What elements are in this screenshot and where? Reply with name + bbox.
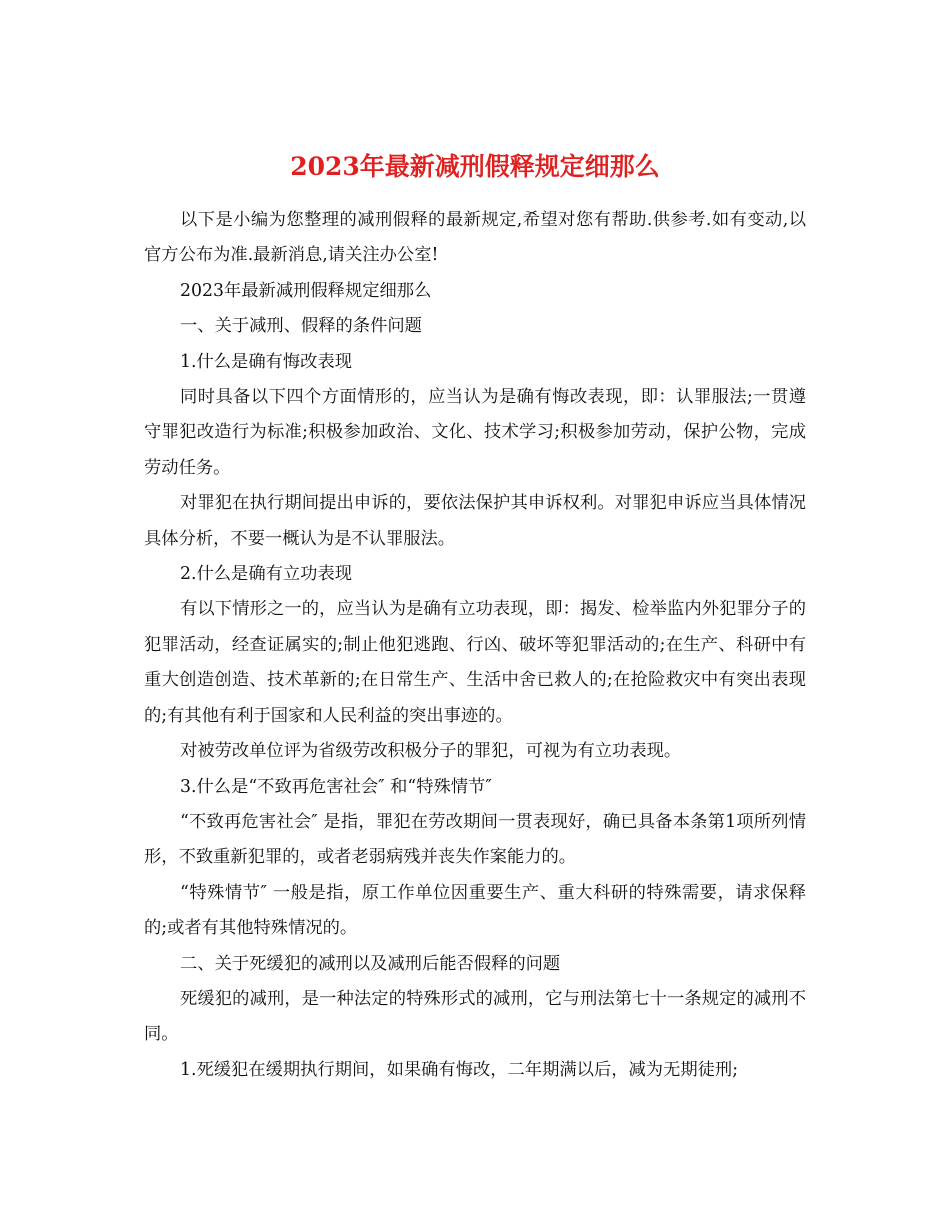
paragraph: 对罪犯在执行期间提出申诉的，要依法保护其申诉权利。对罪犯申诉应当具体情况具体分析，不要一概认为是不认罪服法。 [144, 493, 806, 549]
section-heading: 二、关于死缓犯的减刑以及减刑后能否假释的问题 [180, 953, 561, 974]
paragraph: “不致再危害社会″ 是指，罪犯在劳改期间一贯表现好，确已具备本条第1项所列情形，不致重新犯罪的，或者老弱病残并丧失作案能力的。 [144, 811, 806, 868]
subsection-heading: 1.什么是确有悔改表现 [180, 351, 353, 372]
paragraph: 2023年最新减刑假释规定细那么 [180, 280, 432, 301]
paragraph: 同时具备以下四个方面情形的，应当认为是确有悔改表现，即：认罪服法;一贯遵守罪犯改造行为标准;积极参加政治、文化、技术学习;积极参加劳动，保护公物，完成劳动任务。 [144, 387, 806, 478]
section-heading: 一、关于减刑、假释的条件问题 [180, 316, 422, 337]
document-body [144, 203, 806, 1088]
paragraph: 1.死缓犯在缓期执行期间，如果确有悔改，二年期满以后，减为无期徒刑; [180, 1059, 739, 1080]
paragraph: “特殊情节″ 一般是指，原工作单位因重要生产、重大科研的特殊需要，请求保释的;或者有其他特殊情况的。 [144, 882, 806, 939]
paragraph: 死缓犯的减刑，是一种法定的特殊形式的减刑，它与刑法第七十一条规定的减刑不同。 [144, 988, 806, 1045]
document-title: 2023年最新减刑假释规定细那么 [290, 151, 660, 181]
paragraph: 对被劳改单位评为省级劳改积极分子的罪犯，可视为有立功表现。 [180, 741, 682, 762]
paragraph: 以下是小编为您整理的减刑假释的最新规定,希望对您有帮助.供参考.如有变动,以官方公布为准.最新消息,请关注办公室! [144, 210, 806, 266]
subsection-heading: 2.什么是确有立功表现 [180, 564, 353, 585]
paragraph: 有以下情形之一的，应当认为是确有立功表现，即：揭发、检举监内外犯罪分子的犯罪活动，经查证属实的;制止他犯逃跑、行凶、破坏等犯罪活动的;在生产、科研中有重大创造创造、技术革新的;在日常生产、生活中舍已救人的;在抢险救灾中有突出表现的;有其他有利于国家和人民利益的突出事迹的。 [144, 599, 806, 726]
subsection-heading: 3.什么是“不致再危害社会″ 和“特殊情节″ [180, 776, 492, 797]
